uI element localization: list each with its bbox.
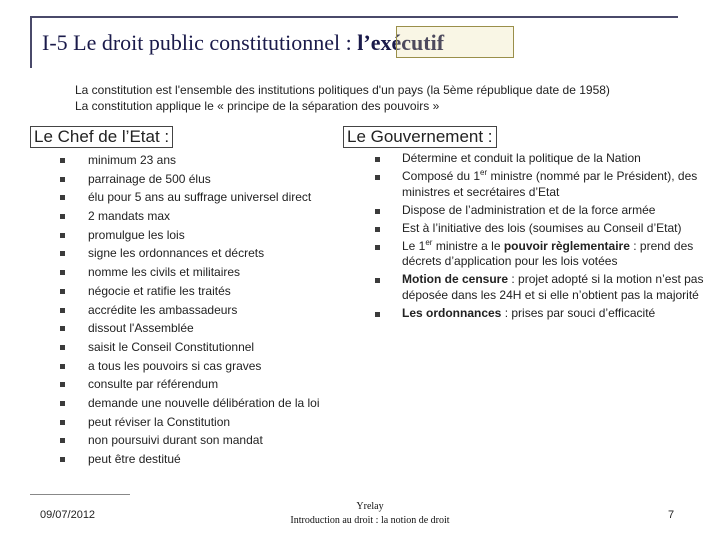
bullet-icon [60,457,65,462]
bullet-icon [375,245,380,250]
list-item: a tous les pouvoirs si cas graves [60,357,350,376]
list-item: minimum 23 ans [60,151,350,170]
bullet-icon [60,326,65,331]
footer-date: 09/07/2012 [40,509,96,521]
bullet-icon [60,438,65,443]
list-item: élu pour 5 ans au suffrage universel direct [60,188,350,207]
list-item: dissout l'Assemblée [60,319,350,338]
bullet-icon [60,289,65,294]
bullet-icon [60,233,65,238]
list-item: consulte par référendum [60,375,350,394]
list-item: saisit le Conseil Constitutionnel [60,338,350,357]
list-item: accrédite les ambassadeurs [60,301,350,320]
list-item: Est à l’initiative des lois (soumises au Conseil d’Etat) [375,221,710,237]
slide-title [42,30,444,56]
bullet-icon [60,177,65,182]
footer-center [270,500,470,528]
bullet-icon [375,227,380,232]
list-item: demande une nouvelle délibération de la loi [60,394,350,413]
gouvernement-list [375,151,710,324]
list-item: non poursuivi durant son mandat [60,431,350,450]
bullet-icon [60,251,65,256]
footer-author: Yrelay [356,501,384,512]
intro-line-1: La constitution est l'ensemble des institutions politiques d'un pays (la 5ème république date de 1958) [75,83,610,97]
page-number: 7 [668,509,675,521]
list-item: Le 1er ministre a le pouvoir règlementaire : prend des décrets d’application pour les lois votées [375,239,710,270]
list-item: Les ordonnances : prises par souci d’efficacité [375,306,710,322]
list-item: Détermine et conduit la politique de la Nation [375,151,710,167]
chef-etat-list [60,151,350,469]
bullet-icon [375,175,380,180]
footer-subtitle: Introduction au droit : la notion de droit [290,515,450,526]
title-frame-top [30,16,678,18]
bullet-icon [60,158,65,163]
footer-divider [30,494,130,495]
list-item: nomme les civils et militaires [60,263,350,282]
bullet-icon [60,195,65,200]
bullet-icon [60,345,65,350]
list-item: promulgue les lois [60,226,350,245]
bullet-icon [60,420,65,425]
list-item: signe les ordonnances et décrets [60,244,350,263]
bullet-icon [60,401,65,406]
list-item: peut être destitué [60,450,350,469]
bullet-icon [60,308,65,313]
list-item: 2 mandats max [60,207,350,226]
bullet-icon [375,312,380,317]
title-highlight: l’exécutif [357,30,445,55]
list-item: parrainage de 500 élus [60,170,350,189]
heading-gouvernement: Le Gouvernement : [343,126,497,148]
bullet-icon [60,214,65,219]
highlight-rectangle [396,26,514,58]
intro-text [75,82,610,114]
list-item: Composé du 1er ministre (nommé par le Président), des ministres et secrétaires d’Etat [375,169,710,200]
list-item: Motion de censure : projet adopté si la motion n’est pas déposée dans les 24H et si elle n’obtient pas la majorité [375,272,710,303]
bullet-icon [375,209,380,214]
bullet-icon [375,278,380,283]
intro-line-2: La constitution applique le « principe de la séparation des pouvoirs » [75,99,440,113]
title-prefix: I-5 Le droit public constitutionnel : [42,30,358,55]
bullet-icon [375,157,380,162]
list-item: Dispose de l’administration et de la force armée [375,203,710,219]
list-item: négocie et ratifie les traités [60,282,350,301]
bullet-icon [60,364,65,369]
bullet-icon [60,270,65,275]
bullet-icon [60,382,65,387]
heading-chef-etat: Le Chef de l’Etat : [30,126,173,148]
title-frame-left [30,16,32,68]
list-item: peut réviser la Constitution [60,413,350,432]
